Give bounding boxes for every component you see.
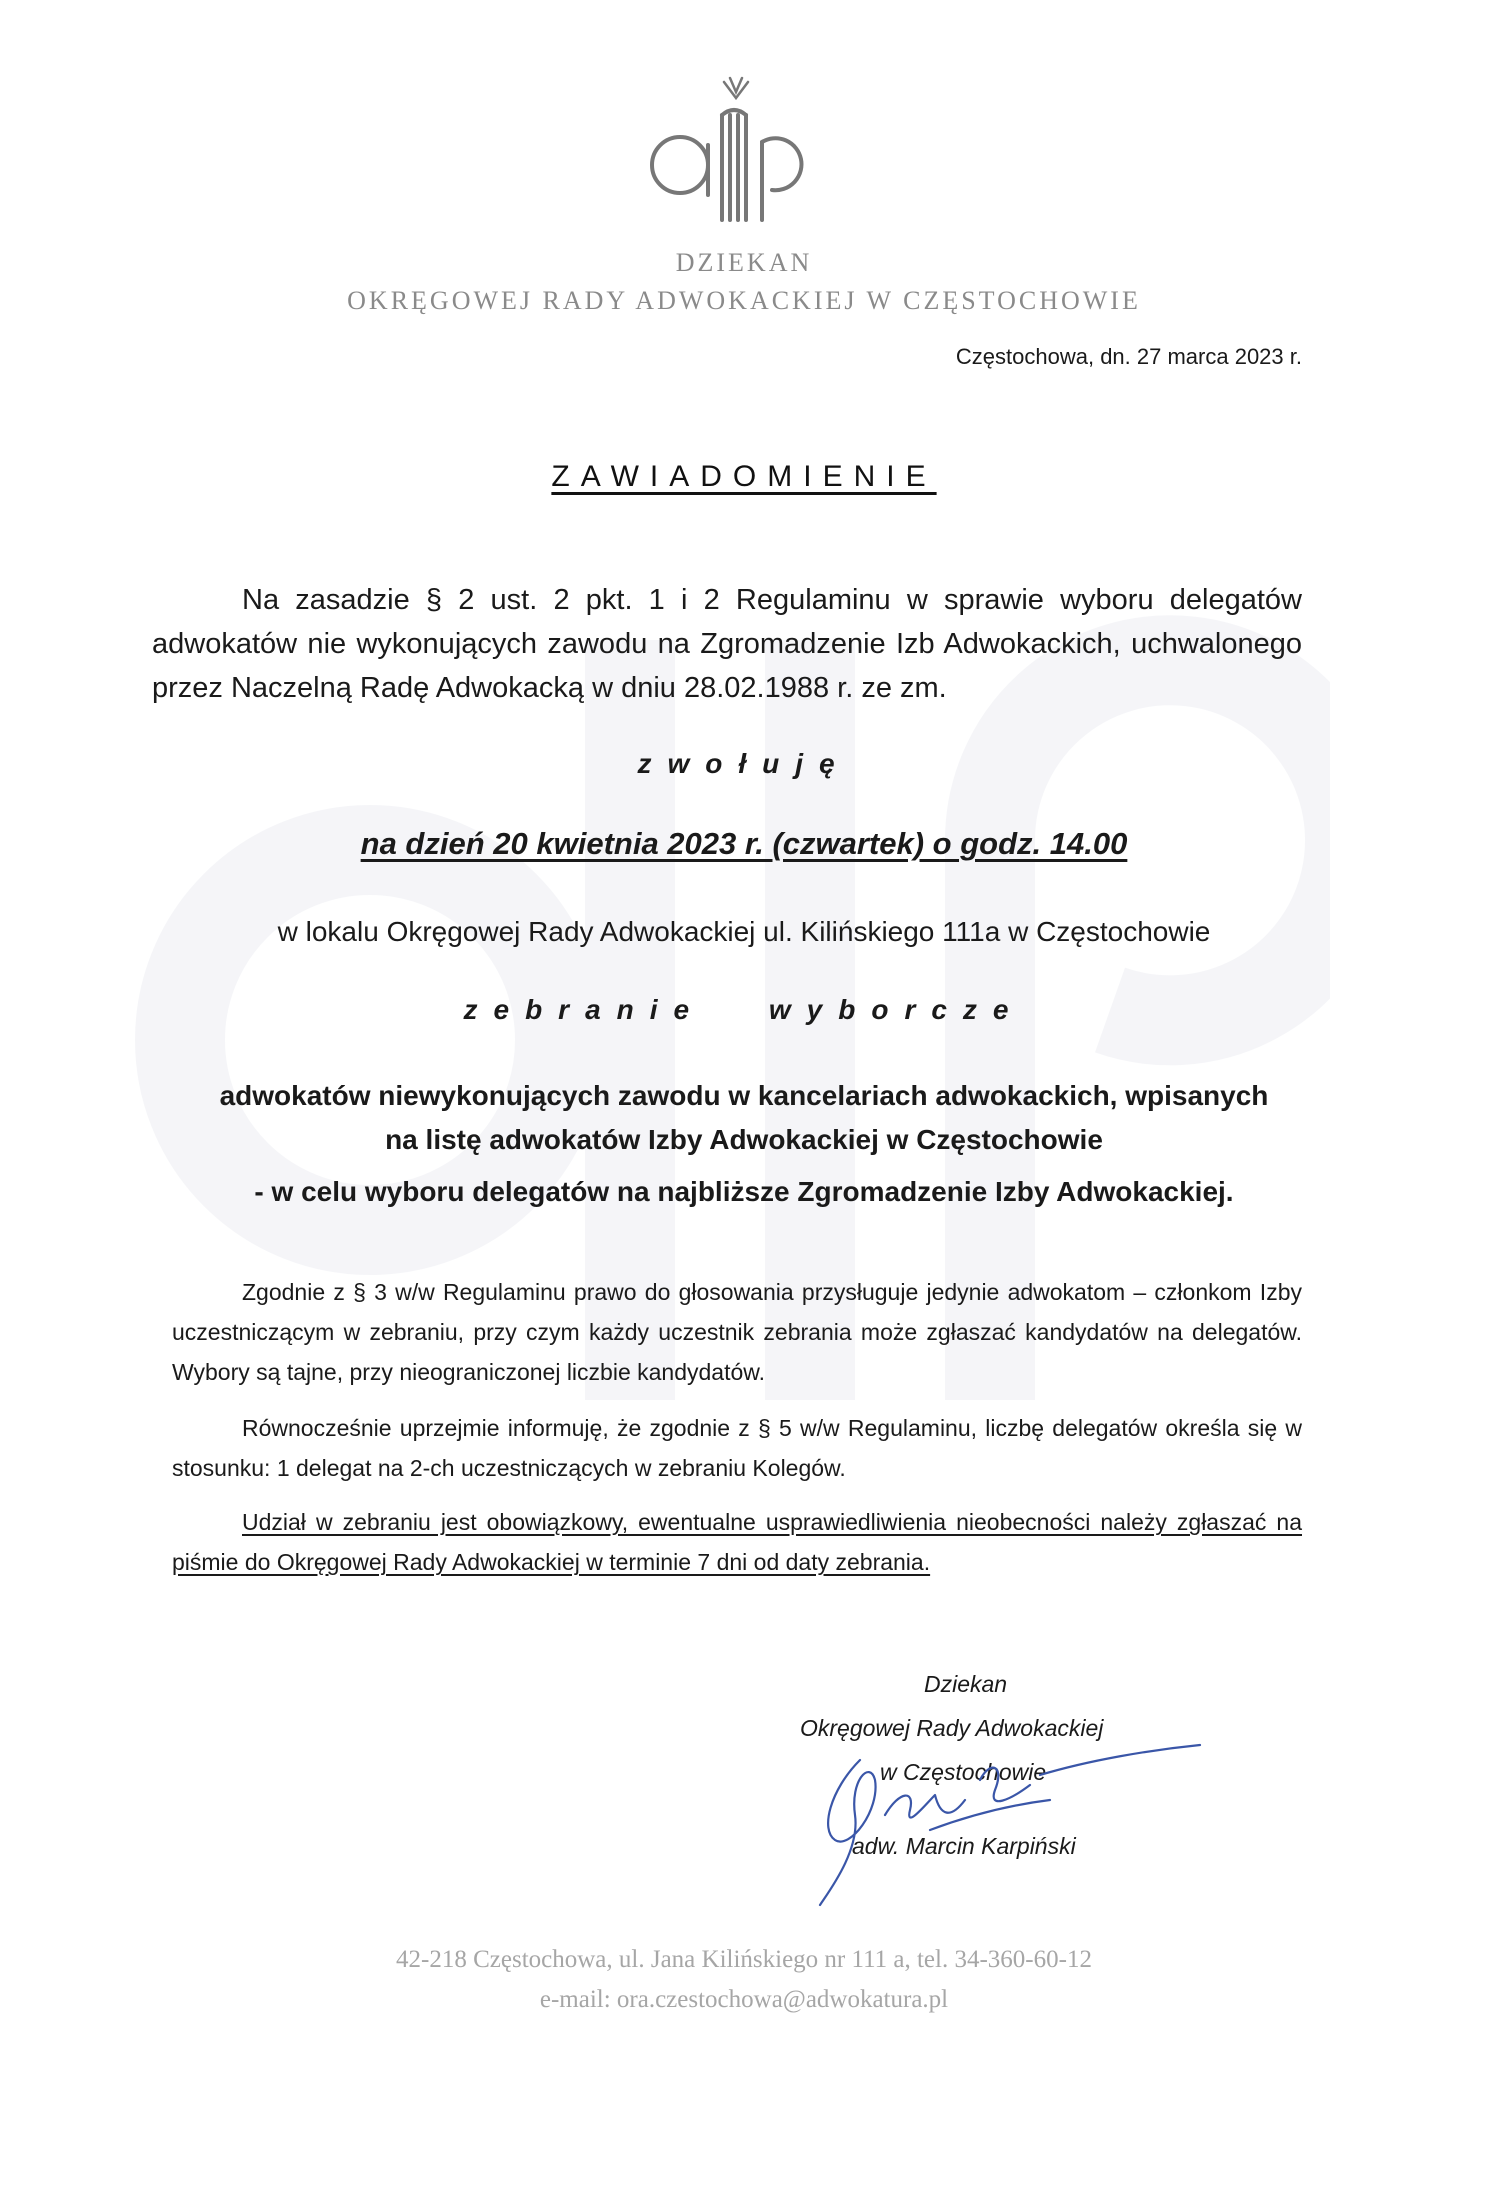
footer-address: 42-218 Częstochowa, ul. Jana Kilińskiego nr 111 a, tel. 34-360-60-12 [396, 1946, 1092, 1973]
ratio-paragraph-text: Równocześnie uprzejmie informuję, że zgodnie z § 5 w/w Regulaminu, liczbę delegatów określa się w stosunku: 1 delegat na 2-ch uczestniczących w zebraniu Kolegów. [172, 1415, 1302, 1481]
signature-title: Dziekan [924, 1671, 1008, 1697]
voting-paragraph [172, 1272, 1302, 1392]
document-date: Częstochowa, dn. 27 marca 2023 r. [955, 344, 1302, 369]
meeting-date: na dzień 20 kwietnia 2023 r. (czwartek) o godz. 14.00 [360, 826, 1128, 861]
intro-paragraph-text: Na zasadzie § 2 ust. 2 pkt. 1 i 2 Regulaminu w sprawie wyboru delegatów adwokatów nie wykonujących zawodu na Zgromadzenie Izb Adwokackich, uchwalonego przez Naczelną Radę Adwokacką w dniu 28.02.1988 r. ze zm. [152, 584, 1302, 704]
participants-line2: na listę adwokatów Izby Adwokackiej w Częstochowie [385, 1124, 1103, 1155]
signature-office: Okręgowej Rady Adwokackiej [800, 1715, 1104, 1741]
meeting-location: w lokalu Okręgowej Rady Adwokackiej ul. Kilińskiego 111a w Częstochowie [277, 916, 1211, 947]
voting-paragraph-text: Zgodnie z § 3 w/w Regulaminu prawo do głosowania przysługuje jedynie adwokatom – członkom Izby uczestniczącym w zebraniu, przy czym każdy uczestnik zebrania może zgłaszać kandydatów na delegatów. Wybory są tajne, przy nieograniczonej liczbie kandydatów. [172, 1279, 1302, 1385]
ratio-paragraph [172, 1408, 1302, 1488]
bar-association-logo [620, 70, 850, 230]
header-title-line2: OKRĘGOWEJ RADY ADWOKACKIEJ W CZĘSTOCHOWIE [347, 286, 1141, 315]
footer-email: e-mail: ora.czestochowa@adwokatura.pl [539, 1986, 949, 2013]
notice-title: ZAWIADOMIENIE [551, 460, 937, 493]
signature-city: w Częstochowie [880, 1759, 1047, 1785]
obligation-paragraph-text: Udział w zebraniu jest obowiązkowy, ewentualne usprawiedliwienia nieobecności należy zgłaszać na piśmie do Okręgowej Rady Adwokackiej w terminie 7 dni od daty zebrania. [172, 1509, 1302, 1575]
signature-name: adw. Marcin Karpiński [852, 1833, 1076, 1859]
meeting-type: zebranie wyborcze [463, 994, 1025, 1025]
intro-paragraph [152, 578, 1302, 710]
header-title-line1: DZIEKAN [675, 248, 813, 277]
participants-line1: adwokatów niewykonujących zawodu w kancelariach adwokackich, wpisanych [219, 1080, 1269, 1111]
handwritten-signature [790, 1720, 1210, 1910]
obligation-paragraph [172, 1502, 1302, 1582]
purpose-line: - w celu wyboru delegatów na najbliższe Zgromadzenie Izby Adwokackiej. [254, 1176, 1234, 1207]
convene-word: zwołuję [637, 748, 851, 779]
